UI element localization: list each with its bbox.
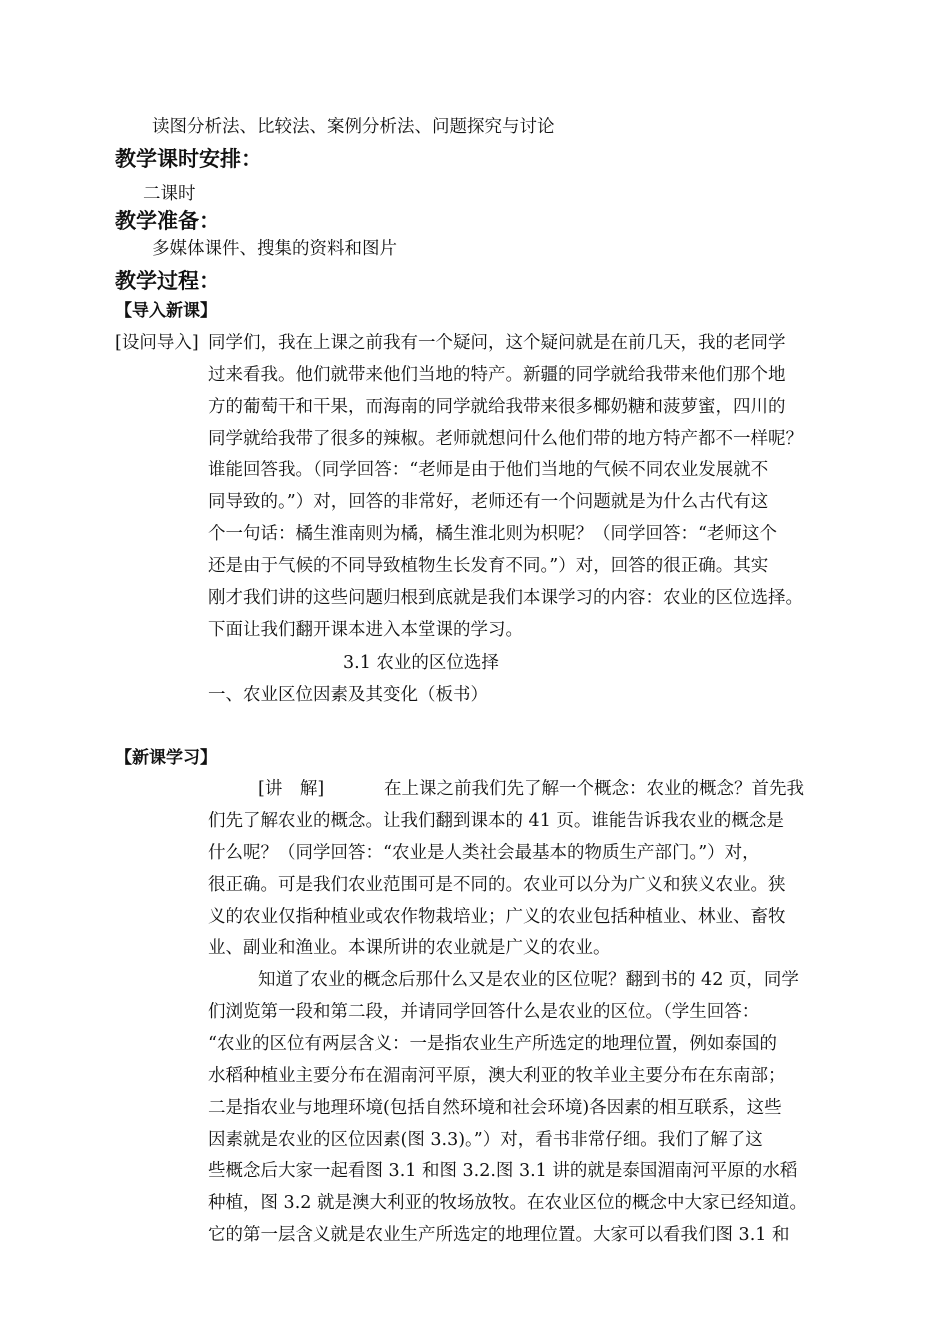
intro-line: 同学们，我在上课之前我有一个疑问，这个疑问就是在前几天，我的老同学 — [208, 333, 786, 353]
paragraph-line: 义的农业仅指种植业或农作物栽培业；广义的农业包括种植业、林业、畜牧 — [208, 907, 786, 927]
paragraph-line: 什么呢？（同学回答：“农业是人类社会最基本的物质生产部门。”）对， — [208, 843, 760, 863]
paragraph-line: 们先了解农业的概念。让我们翻到课本的 41 页。谁能告诉我农业的概念是 — [208, 811, 784, 831]
paragraph-line: 知道了农业的概念后那什么又是农业的区位呢？翻到书的 42 页，同学 — [258, 970, 799, 990]
paragraph-line: 二是指农业与地理环境(包括自然环境和社会环境)各因素的相互联系，这些 — [208, 1098, 782, 1118]
section-title: 3.1 农业的区位选择 — [343, 653, 499, 673]
paragraph-line: 些概念后大家一起看图 3.1 和图 3.2.图 3.1 讲的就是泰国湄南河平原的水稻 — [208, 1161, 798, 1181]
paragraph-line: 水稻种植业主要分布在湄南河平原，澳大利亚的牧羊业主要分布在东南部； — [208, 1066, 786, 1086]
intro-section-title: 【导入新课】 — [115, 301, 217, 321]
paragraph-line: 很正确。可是我们农业范围可是不同的。农业可以分为广义和狭义农业。狭 — [208, 875, 786, 895]
board-note: 一、农业区位因素及其变化（板书） — [208, 685, 488, 705]
intro-line: 同学就给我带了很多的辣椒。老师就想问什么他们带的地方特产都不一样呢？ — [208, 429, 803, 449]
intro-line: 方的葡萄干和干果，而海南的同学就给我带来很多椰奶糖和菠萝蜜，四川的 — [208, 397, 786, 417]
new-lesson-title: 【新课学习】 — [115, 748, 217, 768]
intro-line: 还是由于气候的不同导致植物生长发育不同。”）对，回答的很正确。其实 — [208, 556, 769, 576]
intro-label: [设问导入] — [115, 333, 199, 353]
paragraph-line: 它的第一层含义就是农业生产所选定的地理位置。大家可以看我们图 3.1 和 — [208, 1225, 790, 1245]
schedule-heading: 教学课时安排： — [115, 147, 262, 171]
paragraph-line: 们浏览第一段和第二段，并请同学回答什么是农业的区位。（学生回答： — [208, 1002, 760, 1022]
process-heading: 教学过程： — [115, 269, 220, 293]
intro-line: 刚才我们讲的这些问题归根到底就是我们本课学习的内容：农业的区位选择。 — [208, 588, 803, 608]
intro-line: 同导致的。”）对，回答的非常好，老师还有一个问题就是为什么古代有这 — [208, 492, 769, 512]
intro-line: 下面让我们翻开课本进入本堂课的学习。 — [208, 620, 523, 640]
paragraph-line: “农业的区位有两层含义：一是指农业生产所选定的地理位置，例如泰国的 — [208, 1034, 777, 1054]
intro-line: 谁能回答我。（同学回答：“老师是由于他们当地的气候不同农业发展就不 — [208, 460, 769, 480]
preparation-heading: 教学准备： — [115, 209, 220, 233]
schedule-text: 二课时 — [143, 184, 196, 204]
intro-line: 过来看我。他们就带来他们当地的特产。新疆的同学就给我带来他们那个地 — [208, 365, 786, 385]
paragraph-line: 业、副业和渔业。本课所讲的农业就是广义的农业。 — [208, 938, 611, 958]
explain-label: [讲 解] — [258, 779, 325, 799]
paragraph-line: 种植，图 3.2 就是澳大利亚的牧场放牧。在农业区位的概念中大家已经知道。 — [208, 1193, 807, 1213]
paragraph-line: 因素就是农业的区位因素(图 3.3)。”）对，看书非常仔细。我们了解了这 — [208, 1130, 763, 1150]
intro-line: 个一句话：橘生淮南则为橘，橘生淮北则为枳呢？（同学回答：“老师这个 — [208, 524, 777, 544]
preparation-text: 多媒体课件、搜集的资料和图片 — [152, 239, 397, 259]
paragraph-line: 在上课之前我们先了解一个概念：农业的概念？首先我 — [384, 779, 804, 799]
teaching-methods-line: 读图分析法、比较法、案例分析法、问题探究与讨论 — [152, 117, 555, 137]
